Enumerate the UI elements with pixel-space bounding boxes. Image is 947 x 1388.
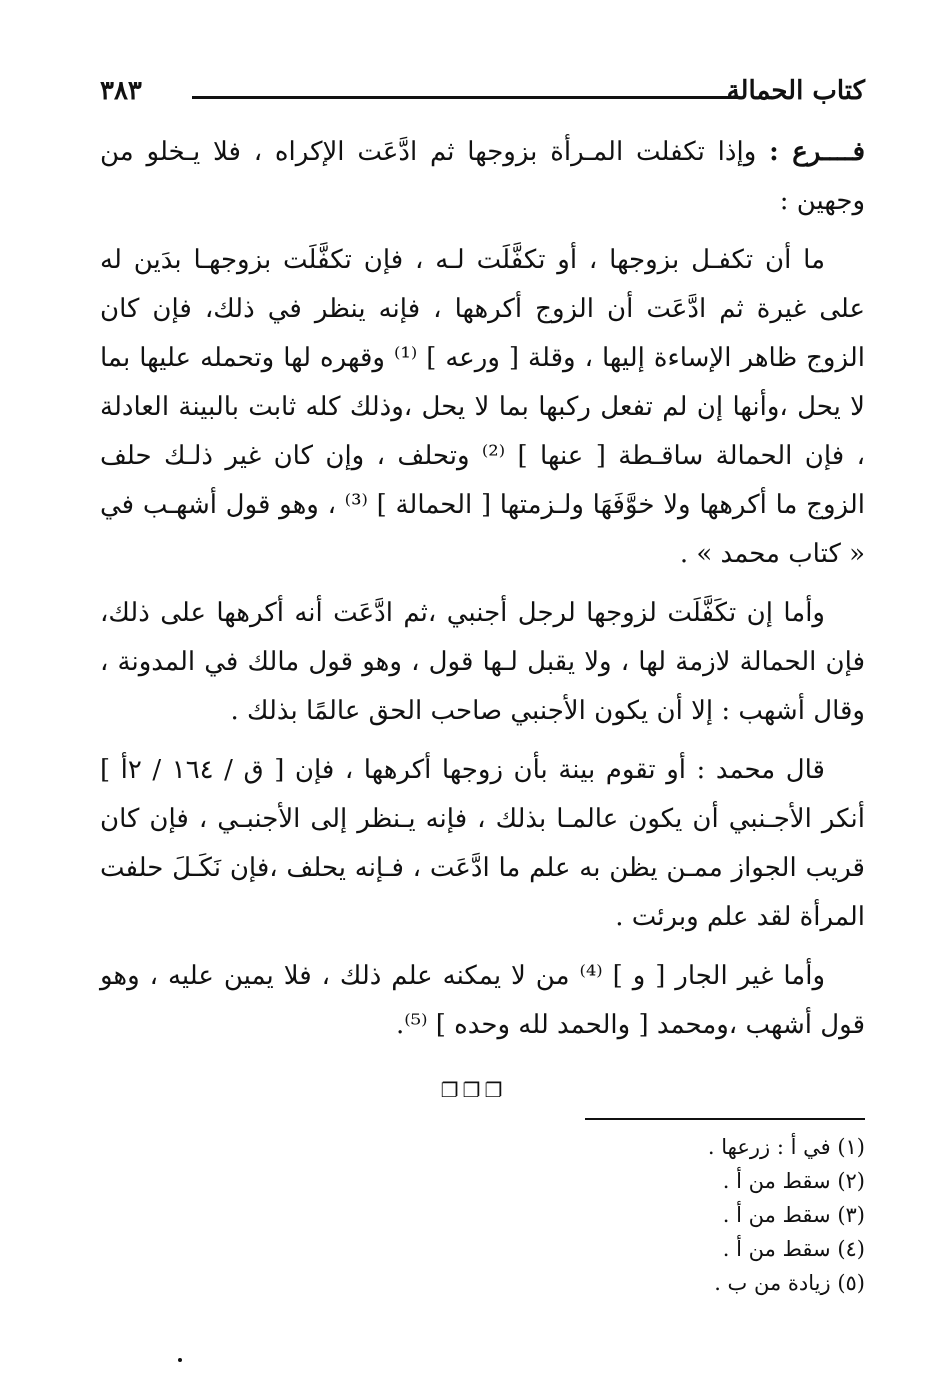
paragraph-3 bbox=[100, 589, 865, 736]
footnote-4: (٤) سقط من أ . bbox=[722, 1237, 865, 1261]
section-end-ornament: ❐❐❐ bbox=[440, 1078, 507, 1102]
paragraph-text: ما أن تكفـل بزوجها ، أو تكفَّلَت لـه ، فإن تكفَّلَت بزوجهـا بدَين له على غيرة ثم ادَّعَت أن الزوج أكرهها ، فإنه ينظر في ذلك، فإن كان الزوج ظاهر الإساءة إليها ، وقلة [ ورعه ] ⁽¹⁾ وقهره لها وتحمله عليها بما لا يحل ،وأنها إن لم تفعل ركبها بما لا يحل ،وذلك كله ثابت بالبينة العادلة ، فإن الحمالة ساقـطة [ عنها ] ⁽²⁾ وتحلف ، وإن كان غير ذلـك حلف الزوج ما أكرهها ولا خوَّفَهَا ولـزمتها [ الحمالة ] ⁽³⁾ ، وهو قول أشهـب في « كتاب محمد » . bbox=[100, 245, 866, 569]
chapter-title: كتاب الحمالة bbox=[726, 76, 865, 106]
section-lead: فــــرع : bbox=[769, 137, 865, 167]
footnote-1: (١) في أ : زرعها . bbox=[707, 1135, 865, 1159]
footnotes bbox=[560, 1130, 865, 1300]
footnote-rule bbox=[585, 1118, 865, 1120]
stray-dot bbox=[178, 1358, 182, 1362]
main-text bbox=[100, 128, 865, 1060]
paragraph-text: وأما غير الجار [ و ] ⁽⁴⁾ من لا يمكنه علم ذلك ، فلا يمين عليه ، وهو قول أشهب ،ومحمد [ والحمد لله وحده ] ⁽⁵⁾. bbox=[100, 961, 865, 1040]
footnote-5: (٥) زيادة من ب . bbox=[714, 1271, 865, 1295]
footnote-3: (٣) سقط من أ . bbox=[722, 1203, 865, 1227]
footnote-2: (٢) سقط من أ . bbox=[722, 1169, 865, 1193]
paragraph-text: وأما إن تكَفَّلَت لزوجها لرجل أجنبي ،ثم ادَّعَت أنه أكرهها على ذلك، فإن الحمالة لازمة لها ، ولا يقبل لـها قول ، وهو قول مالك في المدونة ، وقال أشهب : إلا أن يكون الأجنبي صاحب الحق عالمًا بذلك . bbox=[100, 598, 865, 726]
paragraph-4 bbox=[100, 746, 865, 942]
paragraph-5 bbox=[100, 952, 865, 1050]
paragraph-text: وإذا تكفلت المـرأة بزوجها ثم ادَّعَت الإكراه ، فلا يـخلو من وجهين : bbox=[100, 137, 865, 216]
page-number: ٣٨٣ bbox=[100, 76, 142, 106]
paragraph-text: قال محمد : أو تقوم بينة بأن زوجها أكرهها ، فإن [ ق / ١٦٤ / ٢أ ] أنكر الأجـنبي أن يكون عالمـا بذلك ، فإنه يـنظر إلى الأجنبـي ، فإن كان قريب الجواز ممـن يظن به علم ما ادَّعَت ، فـإنه يحلف ،فإن نَكَـلَ حلفت المرأة لقد علم وبرئت . bbox=[100, 755, 865, 932]
header-rule bbox=[192, 96, 740, 99]
page-header bbox=[100, 74, 865, 114]
paragraph-1 bbox=[100, 128, 865, 226]
paragraph-2 bbox=[100, 236, 865, 579]
